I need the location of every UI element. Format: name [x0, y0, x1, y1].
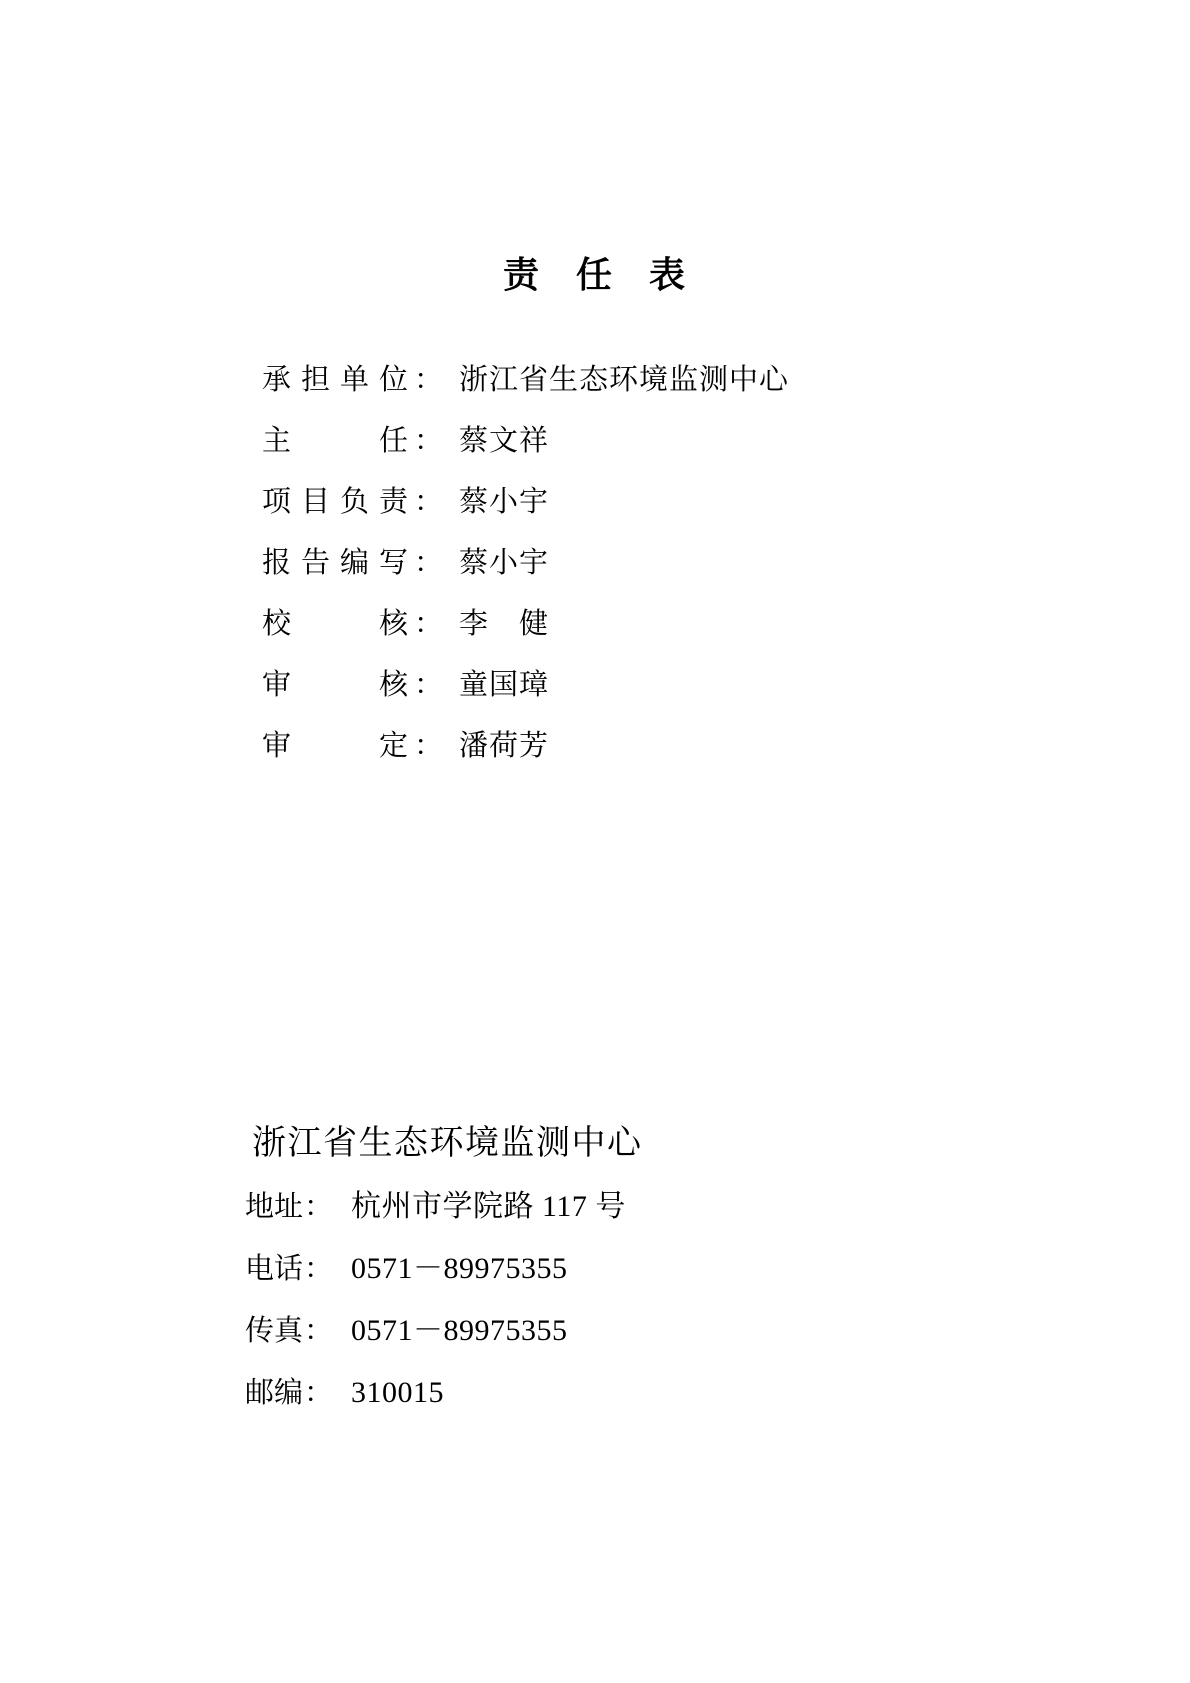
resp-value: 蔡小宇: [459, 547, 550, 579]
resp-row-proofreader: [262, 606, 789, 642]
contact-value: 0571－89975355: [351, 1252, 568, 1285]
resp-label: 承担单位: [262, 364, 408, 396]
resp-row-undertaking-unit: [262, 362, 789, 398]
resp-row-approver: [262, 728, 789, 764]
resp-value: 童国璋: [459, 669, 550, 701]
resp-row-report-writer: [262, 545, 789, 581]
colon-separator: ：: [414, 669, 444, 701]
colon-separator: ：: [304, 1253, 334, 1285]
resp-label: 审定: [262, 730, 408, 762]
colon-separator: ：: [414, 730, 444, 762]
resp-label: 审核: [262, 669, 408, 701]
colon-separator: ：: [304, 1377, 334, 1409]
resp-row-project-lead: [262, 484, 789, 520]
contact-row-postal-code: [245, 1376, 626, 1410]
responsibility-list: [262, 362, 789, 789]
colon-separator: ：: [414, 364, 444, 396]
contact-label: 地址: [245, 1191, 304, 1223]
resp-row-director: [262, 423, 789, 459]
colon-separator: ：: [304, 1191, 334, 1223]
colon-separator: ：: [304, 1315, 334, 1347]
contact-row-phone: [245, 1252, 626, 1286]
contact-value: 0571－89975355: [351, 1314, 568, 1347]
resp-label: 主任: [262, 425, 408, 457]
page-title: 责任表: [503, 255, 723, 296]
resp-value: 浙江省生态环境监测中心: [459, 364, 790, 396]
contact-label: 电话: [245, 1253, 304, 1285]
contact-value: 310015: [351, 1376, 445, 1409]
resp-row-reviewer: [262, 667, 789, 703]
contact-label: 邮编: [245, 1377, 304, 1409]
resp-label: 项目负责: [262, 486, 408, 518]
resp-label: 报告编写: [262, 547, 408, 579]
contact-value: 杭州市学院路 117 号: [351, 1190, 626, 1223]
resp-value: 潘荷芳: [459, 730, 550, 762]
footer-org-name: 浙江省生态环境监测中心: [252, 1125, 643, 1162]
resp-value: 李 健: [459, 608, 550, 640]
contact-row-address: [245, 1190, 626, 1224]
colon-separator: ：: [414, 425, 444, 457]
contact-label: 传真: [245, 1315, 304, 1347]
footer-contact-list: [245, 1190, 626, 1438]
resp-value: 蔡小宇: [459, 486, 550, 518]
resp-value: 蔡文祥: [459, 425, 550, 457]
colon-separator: ：: [414, 608, 444, 640]
colon-separator: ：: [414, 547, 444, 579]
resp-label: 校核: [262, 608, 408, 640]
contact-row-fax: [245, 1314, 626, 1348]
colon-separator: ：: [414, 486, 444, 518]
